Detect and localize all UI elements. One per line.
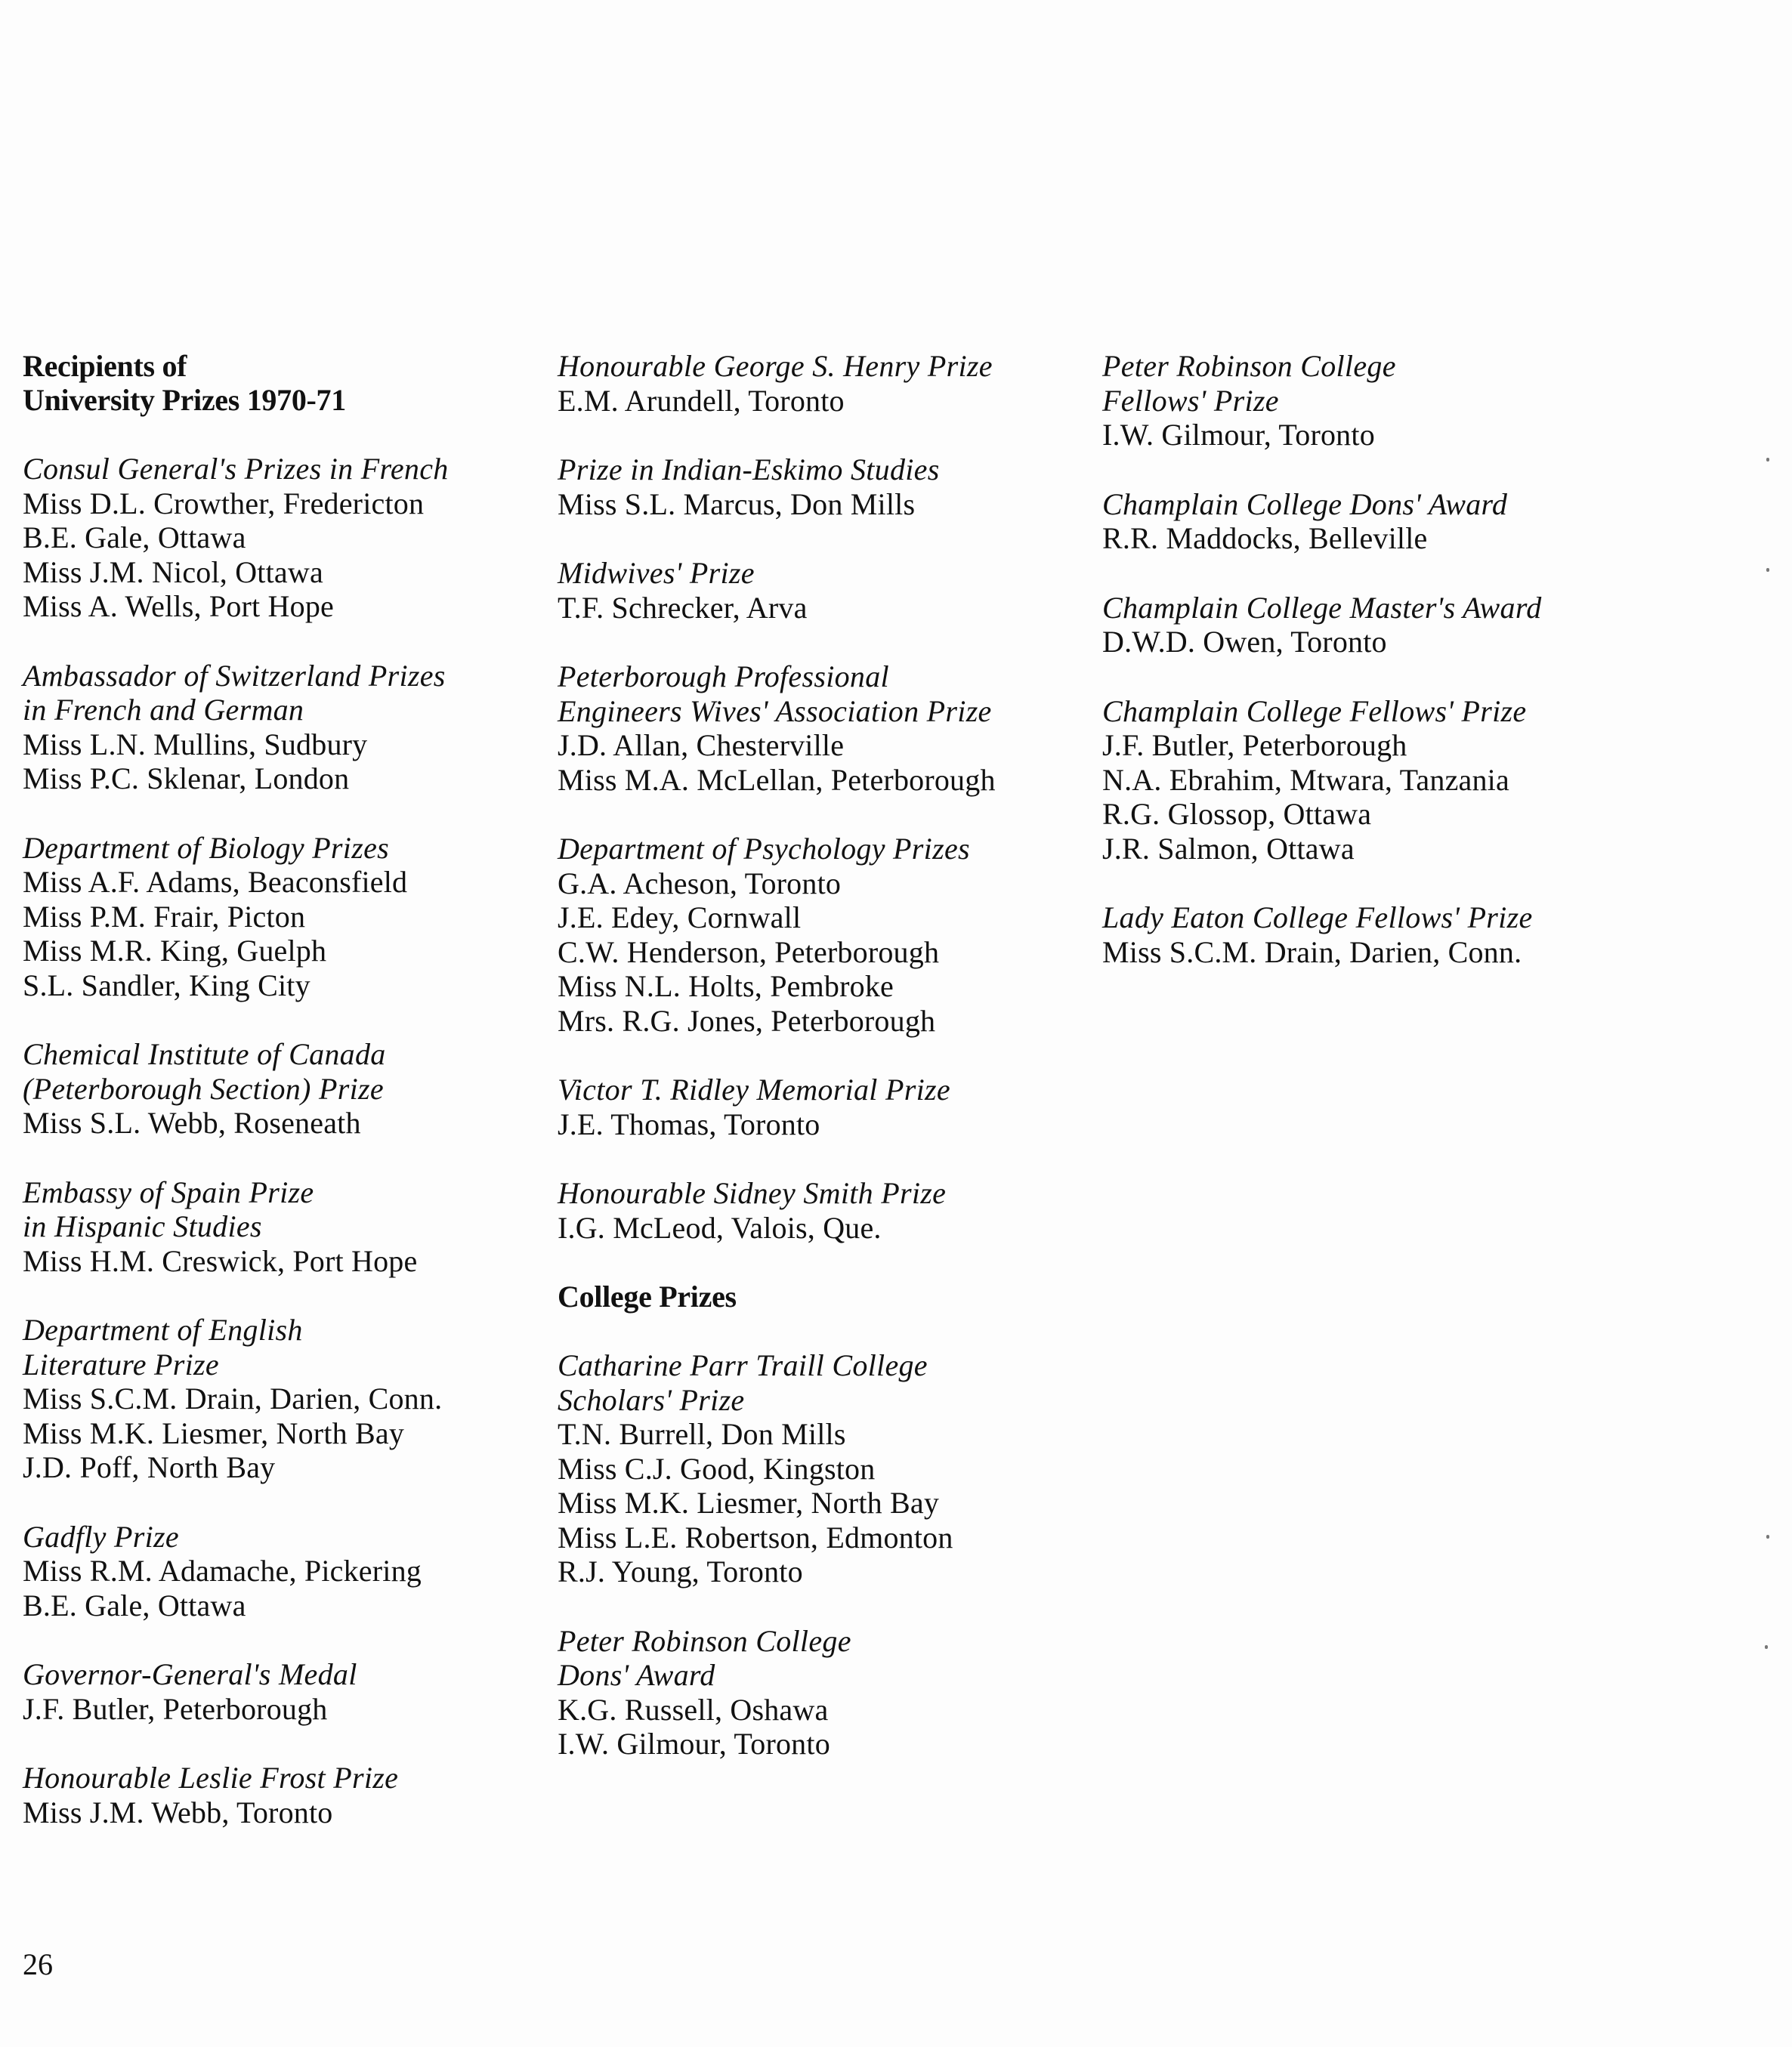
recipient-line: Miss M.K. Liesmer, North Bay bbox=[23, 1416, 405, 1450]
college-prize-list bbox=[558, 1348, 1101, 1761]
recipient-line: Miss S.L. Marcus, Don Mills bbox=[558, 486, 916, 521]
recipient-line: I.G. McLeod, Valois, Que. bbox=[558, 1210, 882, 1245]
recipient-line: Miss D.L. Crowther, Fredericton bbox=[23, 486, 425, 520]
prize-group bbox=[23, 452, 544, 624]
prize-title: Peter Robinson College Fellows' Prize bbox=[1102, 349, 1396, 418]
recipient-line: Miss N.L. Holts, Pembroke bbox=[558, 969, 894, 1003]
prize-title: Department of Biology Prizes bbox=[23, 830, 390, 865]
recipient-line: R.R. Maddocks, Belleville bbox=[1102, 521, 1428, 555]
prize-title: Ambassador of Switzerland Prizes in French and German bbox=[23, 658, 446, 727]
recipient-line: N.A. Ebrahim, Mtwara, Tanzania bbox=[1102, 762, 1509, 797]
prize-group bbox=[23, 1520, 544, 1623]
recipient-line: R.J. Young, Toronto bbox=[558, 1555, 803, 1589]
page-number: 26 bbox=[23, 1947, 53, 1981]
prize-group bbox=[558, 659, 1101, 797]
prize-group bbox=[558, 1176, 1101, 1245]
prize-group bbox=[23, 1657, 544, 1726]
prize-group bbox=[23, 1175, 544, 1279]
prize-list bbox=[558, 349, 1101, 1245]
recipient-line: E.M. Arundell, Toronto bbox=[558, 383, 845, 418]
prize-title: Embassy of Spain Prize in Hispanic Studies bbox=[23, 1175, 314, 1243]
prize-group bbox=[558, 832, 1101, 1038]
recipient-line: D.W.D. Owen, Toronto bbox=[1102, 625, 1387, 659]
scan-speck bbox=[1766, 568, 1769, 572]
recipient-line: I.W. Gilmour, Toronto bbox=[558, 1727, 830, 1761]
prize-group bbox=[1102, 349, 1692, 452]
recipient-line: G.A. Acheson, Toronto bbox=[558, 866, 842, 900]
recipient-line: Miss M.R. King, Guelph bbox=[23, 934, 327, 968]
prize-group bbox=[23, 659, 544, 796]
recipient-line: I.W. Gilmour, Toronto bbox=[1102, 418, 1375, 452]
prize-title: Champlain College Fellows' Prize bbox=[1102, 693, 1527, 728]
recipient-line: T.N. Burrell, Don Mills bbox=[558, 1417, 846, 1451]
prize-title: Gadfly Prize bbox=[23, 1519, 179, 1554]
recipient-line: Miss H.M. Creswick, Port Hope bbox=[23, 1243, 418, 1278]
column-left bbox=[23, 349, 544, 1864]
scan-speck bbox=[1766, 458, 1769, 462]
prize-group bbox=[23, 1761, 544, 1829]
prize-title: Champlain College Master's Award bbox=[1102, 590, 1542, 625]
prize-title: Governor-General's Medal bbox=[23, 1657, 357, 1691]
recipient-line: Miss A. Wells, Port Hope bbox=[23, 589, 334, 623]
recipient-line: T.F. Schrecker, Arva bbox=[558, 590, 808, 625]
prize-group bbox=[558, 1624, 1101, 1761]
prize-title: Honourable Sidney Smith Prize bbox=[558, 1176, 947, 1210]
prize-group bbox=[1102, 694, 1692, 866]
prize-title: Peter Robinson College Dons' Award bbox=[558, 1623, 851, 1692]
recipient-line: K.G. Russell, Oshawa bbox=[558, 1692, 829, 1727]
prize-title: Lady Eaton College Fellows' Prize bbox=[1102, 900, 1533, 934]
prize-group bbox=[1102, 900, 1692, 969]
prize-group bbox=[23, 1313, 544, 1485]
prize-list bbox=[23, 452, 544, 1829]
prize-group bbox=[1102, 591, 1692, 659]
prize-list bbox=[1102, 349, 1692, 969]
recipient-line: Miss J.M. Nicol, Ottawa bbox=[23, 554, 323, 589]
recipient-line: Miss J.M. Webb, Toronto bbox=[23, 1795, 333, 1829]
recipient-line: Mrs. R.G. Jones, Peterborough bbox=[558, 1003, 936, 1038]
column-right bbox=[1102, 349, 1692, 1004]
recipient-line: J.F. Butler, Peterborough bbox=[1102, 728, 1407, 762]
recipient-line: J.D. Allan, Chesterville bbox=[558, 728, 845, 762]
recipient-line: Miss L.N. Mullins, Sudbury bbox=[23, 727, 368, 761]
recipient-line: J.E. Edey, Cornwall bbox=[558, 900, 802, 934]
recipient-line: J.E. Thomas, Toronto bbox=[558, 1107, 820, 1141]
prize-title: Department of Psychology Prizes bbox=[558, 832, 970, 866]
section-heading-college-prizes: College Prizes bbox=[558, 1280, 737, 1314]
prize-title: Midwives' Prize bbox=[558, 556, 755, 590]
prize-group bbox=[558, 452, 1101, 521]
prize-title: Consul General's Prizes in French bbox=[23, 452, 449, 486]
recipient-line: J.D. Poff, North Bay bbox=[23, 1450, 276, 1484]
prize-title: Honourable George S. Henry Prize bbox=[558, 349, 993, 383]
column-middle bbox=[558, 349, 1101, 1796]
recipient-line: Miss C.J. Good, Kingston bbox=[558, 1451, 876, 1486]
prize-title: Champlain College Dons' Award bbox=[1102, 486, 1508, 521]
prize-title: Honourable Leslie Frost Prize bbox=[23, 1761, 399, 1795]
scan-speck bbox=[1766, 1535, 1769, 1539]
recipient-line: Miss P.M. Frair, Picton bbox=[23, 899, 306, 934]
prize-title: Prize in Indian-Eskimo Studies bbox=[558, 452, 940, 486]
prize-group bbox=[23, 1037, 544, 1141]
recipient-line: Miss R.M. Adamache, Pickering bbox=[23, 1554, 422, 1588]
prize-title: Department of English Literature Prize bbox=[23, 1313, 303, 1382]
prize-group bbox=[558, 349, 1101, 418]
recipient-line: J.R. Salmon, Ottawa bbox=[1102, 831, 1355, 866]
recipient-line: J.F. Butler, Peterborough bbox=[23, 1691, 328, 1726]
recipient-line: B.E. Gale, Ottawa bbox=[23, 520, 246, 554]
prize-title: Chemical Institute of Canada (Peterborough Section) Prize bbox=[23, 1037, 386, 1106]
prize-group bbox=[1102, 487, 1692, 556]
recipient-line: Miss S.C.M. Drain, Darien, Conn. bbox=[1102, 934, 1522, 969]
recipient-line: Miss S.C.M. Drain, Darien, Conn. bbox=[23, 1382, 443, 1416]
recipient-line: Miss P.C. Sklenar, London bbox=[23, 761, 350, 795]
recipient-line: R.G. Glossop, Ottawa bbox=[1102, 797, 1372, 831]
recipient-line: Miss S.L. Webb, Roseneath bbox=[23, 1106, 361, 1140]
recipient-line: Miss M.A. McLellan, Peterborough bbox=[558, 762, 996, 797]
prize-title: Catharine Parr Traill College Scholars' Prize bbox=[558, 1348, 928, 1417]
prize-group bbox=[558, 1348, 1101, 1589]
page-heading: Recipients of University Prizes 1970-71 bbox=[23, 349, 346, 417]
prize-group bbox=[558, 1073, 1101, 1141]
prize-title: Peterborough Professional Engineers Wives' Association Prize bbox=[558, 659, 992, 728]
recipient-line: Miss A.F. Adams, Beaconsfield bbox=[23, 865, 408, 899]
recipient-line: S.L. Sandler, King City bbox=[23, 968, 311, 1002]
prize-group bbox=[23, 831, 544, 1003]
recipient-line: B.E. Gale, Ottawa bbox=[23, 1588, 246, 1622]
scan-speck bbox=[1765, 1645, 1768, 1649]
recipient-line: Miss M.K. Liesmer, North Bay bbox=[558, 1486, 940, 1520]
recipient-line: C.W. Henderson, Peterborough bbox=[558, 934, 940, 969]
recipient-line: Miss L.E. Robertson, Edmonton bbox=[558, 1520, 953, 1555]
prize-title: Victor T. Ridley Memorial Prize bbox=[558, 1073, 950, 1107]
prize-group bbox=[558, 556, 1101, 625]
